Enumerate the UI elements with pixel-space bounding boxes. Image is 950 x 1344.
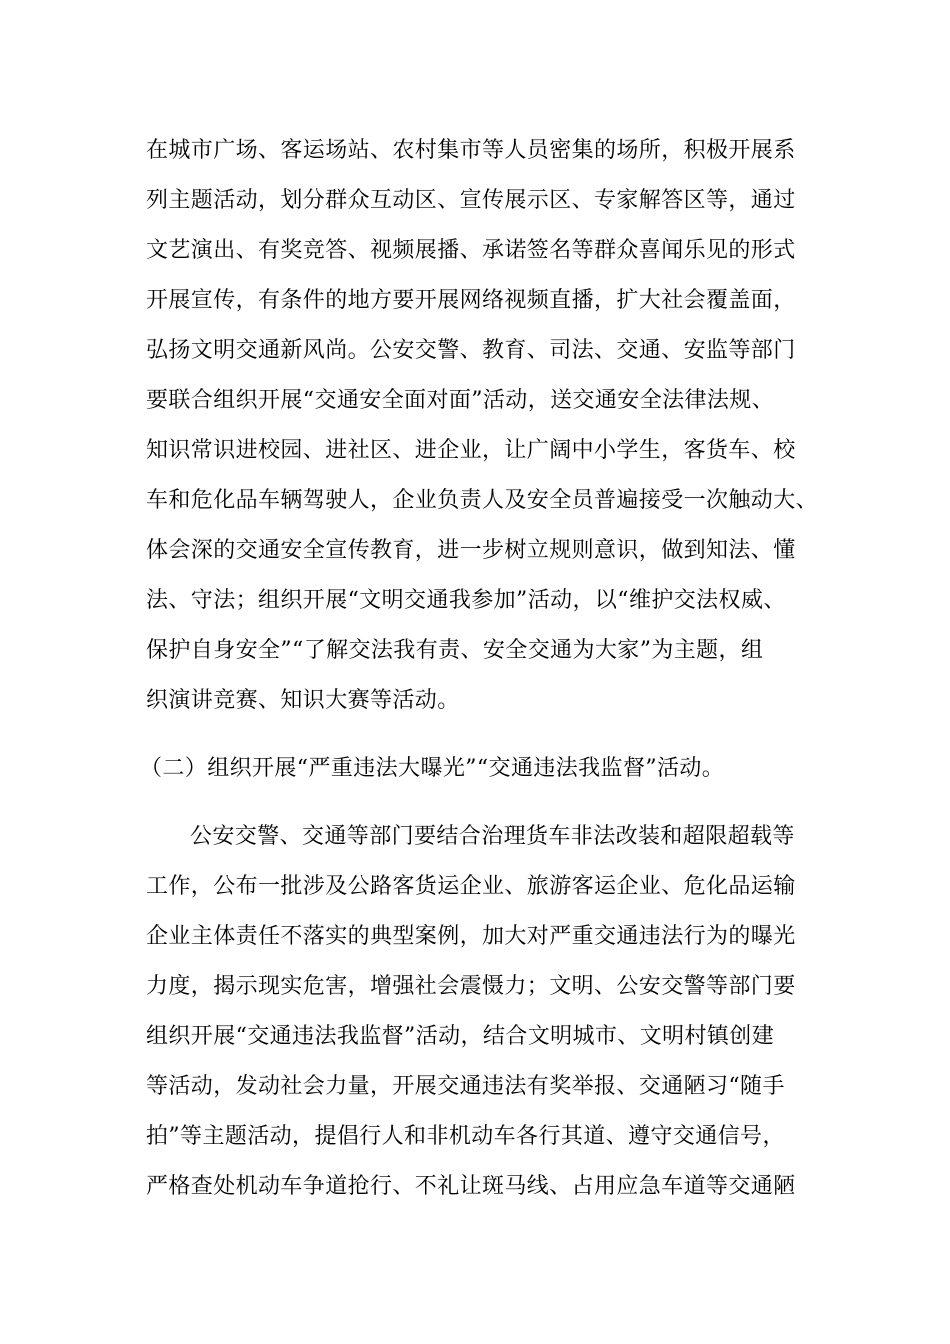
paragraph-1-line: 列主题活动，划分群众互动区、宣传展示区、专家解答区等，通过 xyxy=(146,188,796,213)
paragraph-2-line: 组织开展“交通违法我监督”活动，结合文明城市、文明村镇创建 xyxy=(146,1024,775,1049)
paragraph-1-line: 织演讲竞赛、知识大赛等活动。 xyxy=(146,688,460,713)
paragraph-1-line: 体会深的交通安全宣传教育，进一步树立规则意识，做到知法、懂 xyxy=(146,538,796,563)
paragraph-1-line: 法、守法；组织开展“文明交通我参加”活动，以“维护交法权威、 xyxy=(146,588,786,613)
paragraph-1-line: 保护自身安全”“了解交法我有责、安全交通为大家”为主题，组 xyxy=(146,638,764,663)
paragraph-2-line: 企业主体责任不落实的典型案例，加大对严重交通违法行为的曝光 xyxy=(146,924,796,949)
section-heading: （二）组织开展“严重违法大曝光”“交通违法我监督”活动。 xyxy=(140,756,725,781)
paragraph-1-line: 文艺演出、有奖竞答、视频展播、承诺签名等群众喜闻乐见的形式 xyxy=(146,238,796,263)
paragraph-1-line: 要联合组织开展“交通安全面对面”活动，送交通安全法律法规、 xyxy=(146,388,775,413)
paragraph-1-line: 弘扬文明交通新风尚。公安交警、教育、司法、交通、安监等部门 xyxy=(146,338,796,363)
paragraph-2-line: 拍”等主题活动，提倡行人和非机动车各行其道、遵守交通信号， xyxy=(146,1124,785,1149)
paragraph-1-line: 车和危化品车辆驾驶人，企业负责人及安全员普遍接受一次触动大、 xyxy=(146,488,819,513)
paragraph-2-line: 工作，公布一批涉及公路客货运企业、旅游客运企业、危化品运输 xyxy=(146,874,796,899)
paragraph-1-line: 开展宣传，有条件的地方要开展网络视频直播，扩大社会覆盖面， xyxy=(146,288,796,313)
paragraph-1-line: 在城市广场、客运场站、农村集市等人员密集的场所，积极开展系 xyxy=(146,138,796,163)
paragraph-2-line: 等活动，发动社会力量，开展交通违法有奖举报、交通陋习“随手 xyxy=(146,1074,785,1099)
paragraph-2-line: 力度，揭示现实危害，增强社会震慑力；文明、公安交警等部门要 xyxy=(146,974,796,999)
paragraph-2-line: 公安交警、交通等部门要结合治理货车非法改装和超限超载等 xyxy=(190,824,795,849)
paragraph-1-line: 知识常识进校园、进社区、进企业，让广阔中小学生，客货车、校 xyxy=(146,438,796,463)
paragraph-2-line: 严格查处机动车争道抢行、不礼让斑马线、占用应急车道等交通陋 xyxy=(146,1174,796,1199)
